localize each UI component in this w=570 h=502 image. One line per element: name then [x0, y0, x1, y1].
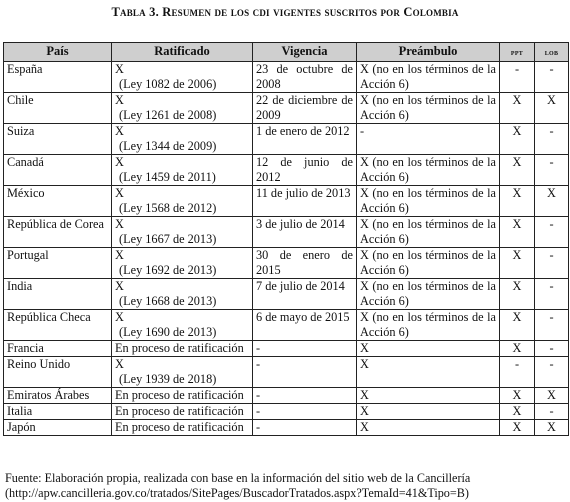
table-body	[4, 62, 569, 436]
cell-ppt: X	[500, 124, 535, 155]
cell-lob: X	[535, 186, 569, 217]
cell-pais: República de Corea	[4, 217, 112, 248]
cell-ppt: X	[500, 388, 535, 404]
ley-reference: (Ley 1939 de 2018)	[119, 372, 217, 386]
cell-pais: República Checa	[4, 310, 112, 341]
cell-lob: -	[535, 62, 569, 93]
cell-preambulo: X (no en los términos de la Acción 6)	[357, 279, 500, 310]
table-title: Tabla 3. Resumen de los cdi vigentes suscritos por Colombia	[111, 5, 459, 19]
table-row	[4, 388, 569, 404]
cell-ratificado	[112, 186, 253, 217]
cell-vigencia: -	[253, 388, 357, 404]
cell-pais: España	[4, 62, 112, 93]
cell-ppt: X	[500, 420, 535, 436]
cell-pais: Chile	[4, 93, 112, 124]
cell-pais: Japón	[4, 420, 112, 436]
cell-vigencia: 11 de julio de 2013	[253, 186, 357, 217]
table-row	[4, 124, 569, 155]
cell-ratificado	[112, 279, 253, 310]
table-row	[4, 217, 569, 248]
cell-ppt: X	[500, 248, 535, 279]
cell-lob: X	[535, 93, 569, 124]
ratificado-status: X	[115, 279, 124, 293]
cell-ppt: X	[500, 341, 535, 357]
header-row	[4, 43, 569, 62]
table-row	[4, 248, 569, 279]
cell-lob: X	[535, 420, 569, 436]
cell-vigencia: 1 de enero de 2012	[253, 124, 357, 155]
cell-ratificado	[112, 62, 253, 93]
cell-pais: México	[4, 186, 112, 217]
cell-vigencia: -	[253, 341, 357, 357]
header-ratificado: Ratificado	[112, 43, 253, 62]
cell-ppt: X	[500, 217, 535, 248]
cell-ratificado	[112, 341, 253, 357]
cell-ratificado	[112, 93, 253, 124]
ratificado-status: X	[115, 357, 124, 371]
ratificado-status: X	[115, 217, 124, 231]
cell-ppt: -	[500, 62, 535, 93]
cell-vigencia: -	[253, 357, 357, 388]
ratificado-status: En proceso de ratificación	[115, 404, 244, 418]
cell-preambulo: X (no en los términos de la Acción 6)	[357, 62, 500, 93]
cell-vigencia: 6 de mayo de 2015	[253, 310, 357, 341]
table-row	[4, 155, 569, 186]
cell-lob: X	[535, 388, 569, 404]
cell-ratificado	[112, 217, 253, 248]
ratificado-status: X	[115, 62, 124, 76]
ley-reference: (Ley 1082 de 2006)	[119, 77, 217, 91]
cell-preambulo: X	[357, 420, 500, 436]
cell-pais: Suiza	[4, 124, 112, 155]
cell-vigencia: 22 de diciembre de 2009	[253, 93, 357, 124]
cell-ratificado	[112, 310, 253, 341]
cell-preambulo: X	[357, 388, 500, 404]
cell-ratificado	[112, 248, 253, 279]
ley-reference: (Ley 1690 de 2013)	[119, 325, 217, 339]
ratificado-status: En proceso de ratificación	[115, 388, 244, 402]
cell-ppt: X	[500, 93, 535, 124]
cell-preambulo: X	[357, 404, 500, 420]
cell-preambulo: X (no en los términos de la Acción 6)	[357, 310, 500, 341]
table-row	[4, 357, 569, 388]
cell-ratificado	[112, 124, 253, 155]
cell-ratificado	[112, 357, 253, 388]
cell-ratificado	[112, 388, 253, 404]
ratificado-status: En proceso de ratificación	[115, 341, 244, 355]
cell-lob: -	[535, 404, 569, 420]
cell-pais: Canadá	[4, 155, 112, 186]
cell-vigencia: 7 de julio de 2014	[253, 279, 357, 310]
header-preambulo: Preámbulo	[357, 43, 500, 62]
cell-preambulo: X	[357, 341, 500, 357]
ratificado-status: X	[115, 248, 124, 262]
cell-vigencia: -	[253, 404, 357, 420]
cell-preambulo: X (no en los términos de la Acción 6)	[357, 93, 500, 124]
cell-ppt: X	[500, 404, 535, 420]
table-row	[4, 186, 569, 217]
table-row	[4, 279, 569, 310]
cell-ppt: X	[500, 279, 535, 310]
cell-lob: -	[535, 217, 569, 248]
ratificado-status: X	[115, 93, 124, 107]
table-row	[4, 62, 569, 93]
cell-vigencia: -	[253, 420, 357, 436]
ley-reference: (Ley 1568 de 2012)	[119, 201, 217, 215]
cell-lob: -	[535, 310, 569, 341]
cell-vigencia: 12 de junio de 2012	[253, 155, 357, 186]
cell-ratificado	[112, 155, 253, 186]
source-note: Fuente: Elaboración propia, realizada con base en la información del sitio web de la Cancillería (http://apw.cancilleria.gov.co/tratados/SitePages/BuscadorTratados.aspx?TemaId=41&Tipo=B)	[5, 471, 471, 500]
ley-reference: (Ley 1459 de 2011)	[119, 170, 216, 184]
cell-lob: -	[535, 248, 569, 279]
ratificado-status: En proceso de ratificación	[115, 420, 244, 434]
table-row	[4, 93, 569, 124]
table-row	[4, 420, 569, 436]
cell-vigencia: 3 de julio de 2014	[253, 217, 357, 248]
cell-ratificado	[112, 420, 253, 436]
cell-preambulo: X (no en los términos de la Acción 6)	[357, 186, 500, 217]
cell-lob: -	[535, 341, 569, 357]
header-lob: lob	[535, 43, 569, 62]
ratificado-status: X	[115, 155, 124, 169]
cell-ppt: X	[500, 155, 535, 186]
cell-ppt: X	[500, 186, 535, 217]
ratificado-status: X	[115, 186, 124, 200]
table-row	[4, 341, 569, 357]
ley-reference: (Ley 1667 de 2013)	[119, 232, 217, 246]
cell-ppt: -	[500, 357, 535, 388]
cell-pais: Emiratos Árabes	[4, 388, 112, 404]
cell-pais: Italia	[4, 404, 112, 420]
ley-reference: (Ley 1692 de 2013)	[119, 263, 217, 277]
cell-vigencia: 23 de octubre de 2008	[253, 62, 357, 93]
ratificado-status: X	[115, 124, 124, 138]
cell-preambulo: -	[357, 124, 500, 155]
cell-preambulo: X (no en los términos de la Acción 6)	[357, 155, 500, 186]
header-pais: País	[4, 43, 112, 62]
cell-vigencia: 30 de enero de 2015	[253, 248, 357, 279]
cell-lob: -	[535, 155, 569, 186]
table-row	[4, 404, 569, 420]
cell-ppt: X	[500, 310, 535, 341]
cell-pais: Francia	[4, 341, 112, 357]
cell-pais: India	[4, 279, 112, 310]
ley-reference: (Ley 1668 de 2013)	[119, 294, 217, 308]
cell-preambulo: X (no en los términos de la Acción 6)	[357, 217, 500, 248]
header-vigencia: Vigencia	[253, 43, 357, 62]
table-row	[4, 310, 569, 341]
cell-preambulo: X (no en los términos de la Acción 6)	[357, 248, 500, 279]
cdi-table	[3, 42, 569, 436]
ley-reference: (Ley 1261 de 2008)	[119, 108, 217, 122]
cell-preambulo: X	[357, 357, 500, 388]
cell-lob: -	[535, 279, 569, 310]
ley-reference: (Ley 1344 de 2009)	[119, 139, 217, 153]
cell-pais: Portugal	[4, 248, 112, 279]
cell-lob: -	[535, 357, 569, 388]
cell-lob: -	[535, 124, 569, 155]
header-ppt: ppt	[500, 43, 535, 62]
cell-ratificado	[112, 404, 253, 420]
cell-pais: Reino Unido	[4, 357, 112, 388]
ratificado-status: X	[115, 310, 124, 324]
